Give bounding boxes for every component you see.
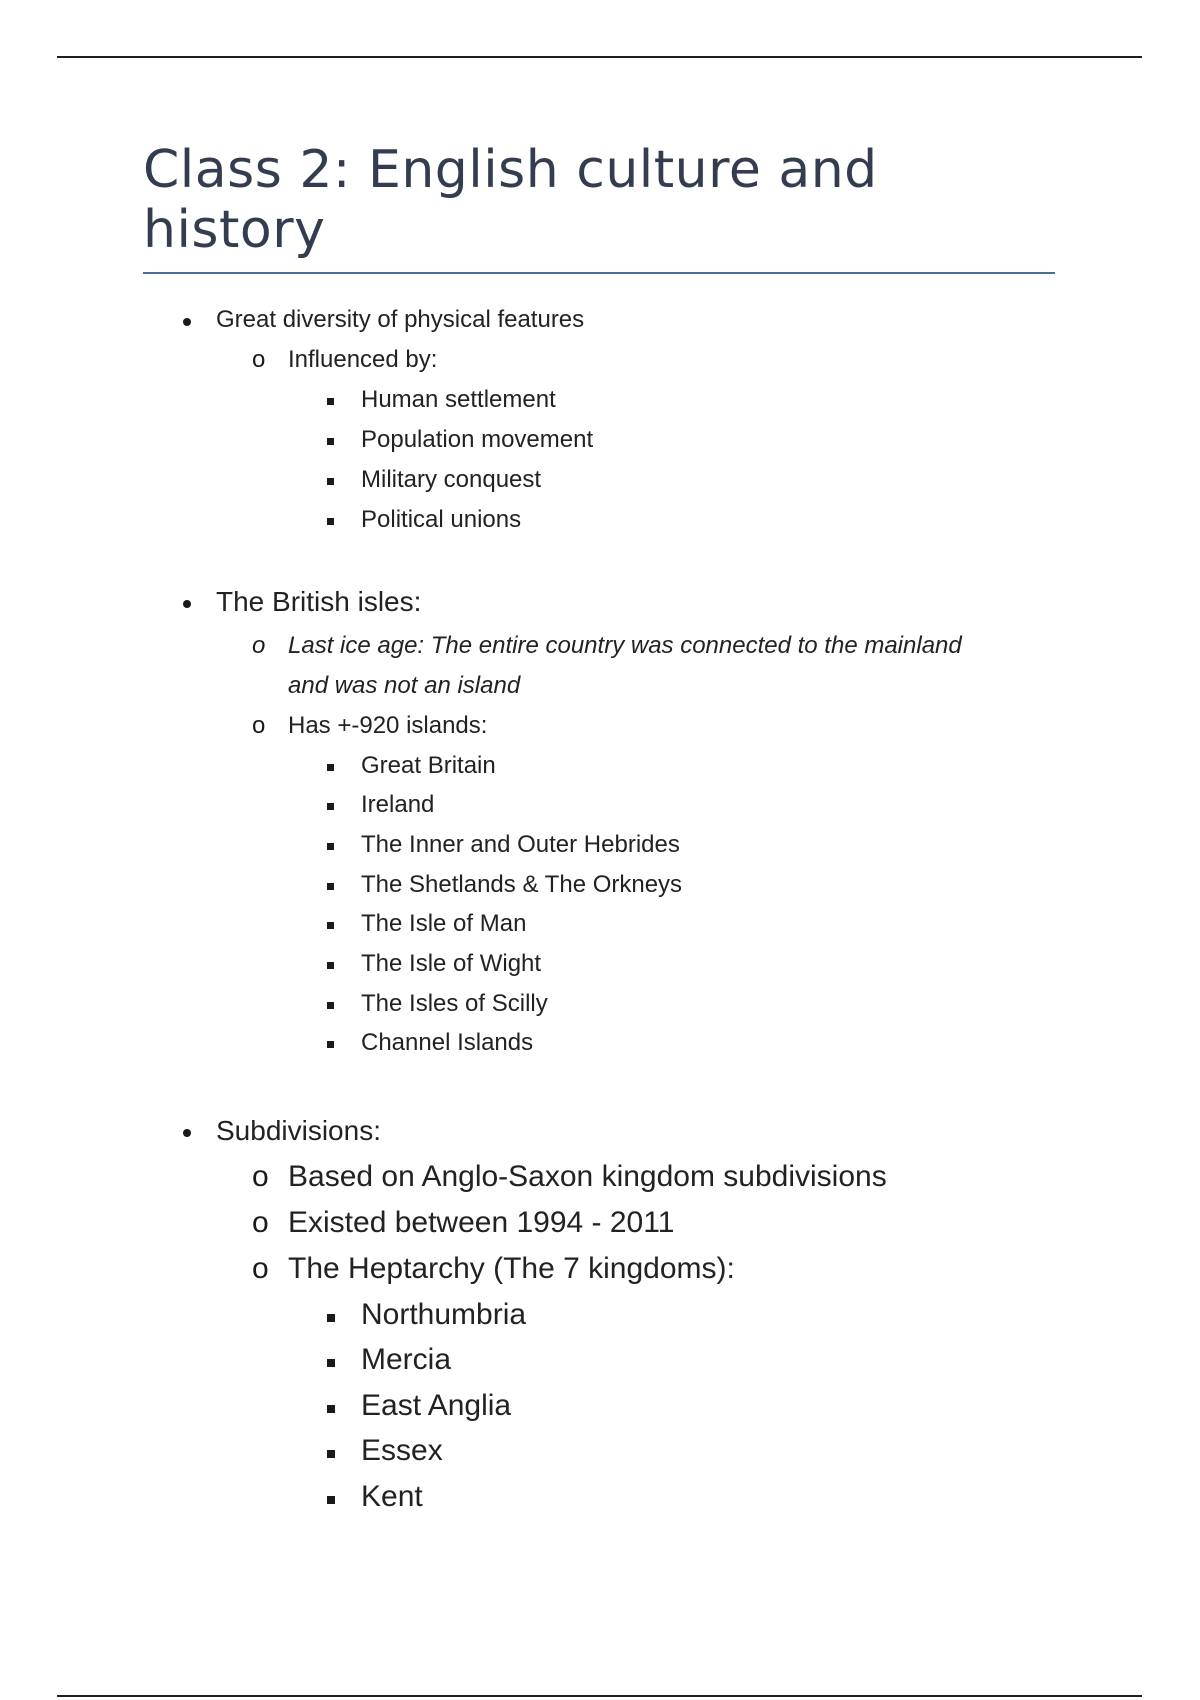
- sub-heptarchy: The Heptarchy (The 7 kingdoms):: [288, 1252, 735, 1285]
- square-bullet-icon: [327, 1359, 335, 1367]
- bullet-british-isles: The British isles:: [216, 586, 422, 617]
- circle-bullet-icon: o: [252, 632, 266, 659]
- square-bullet-icon: [327, 764, 334, 771]
- square-bullet-icon: [327, 1002, 334, 1009]
- list-item: The Isle of Wight: [361, 950, 542, 977]
- bullet-great-diversity: Great diversity of physical features: [216, 306, 585, 333]
- square-bullet-icon: [327, 1314, 335, 1322]
- header-rule: [57, 56, 1142, 58]
- list-item: Great Britain: [361, 752, 496, 779]
- list-item: Essex: [361, 1434, 443, 1467]
- square-bullet-icon: [327, 1496, 335, 1504]
- square-bullet-icon: [327, 803, 334, 810]
- square-bullet-icon: [327, 478, 334, 485]
- square-bullet-icon: [327, 518, 334, 525]
- square-bullet-icon: [327, 398, 334, 405]
- list-item: Kent: [361, 1480, 423, 1513]
- circle-bullet-icon: o: [252, 1206, 269, 1239]
- sub-anglo-saxon: Based on Anglo-Saxon kingdom subdivisions: [288, 1160, 887, 1193]
- list-item: Mercia: [361, 1343, 452, 1376]
- square-bullet-icon: [327, 1041, 334, 1048]
- square-bullet-icon: [327, 843, 334, 850]
- list-item: The Isle of Man: [361, 910, 527, 937]
- list-item: Political unions: [361, 506, 522, 533]
- footer-rule: [57, 1695, 1142, 1697]
- square-bullet-icon: [327, 1405, 335, 1413]
- page-title: Class 2: English culture and history: [143, 140, 878, 260]
- circle-bullet-icon: o: [252, 1252, 269, 1285]
- list-item: East Anglia: [361, 1389, 512, 1422]
- square-bullet-icon: [327, 883, 334, 890]
- sub-existed-between: Existed between 1994 - 2011: [288, 1206, 675, 1239]
- title-underline: [143, 272, 1055, 274]
- sub-influenced-by: Influenced by:: [288, 346, 438, 373]
- square-bullet-icon: [327, 1450, 335, 1458]
- square-bullet-icon: [327, 922, 334, 929]
- square-bullet-icon: [327, 962, 334, 969]
- list-item: The Shetlands & The Orkneys: [361, 871, 683, 898]
- bullet-icon: [183, 318, 191, 326]
- list-item: Channel Islands: [361, 1029, 534, 1056]
- bullet-icon: [183, 600, 191, 608]
- sub-last-ice-age-cont: and was not an island: [288, 672, 521, 699]
- list-item: Ireland: [361, 791, 435, 818]
- list-item: Population movement: [361, 426, 594, 453]
- bullet-icon: [183, 1129, 191, 1137]
- list-item: Military conquest: [361, 466, 542, 493]
- list-item: Northumbria: [361, 1298, 527, 1331]
- bullet-subdivisions: Subdivisions:: [216, 1115, 381, 1146]
- circle-bullet-icon: o: [252, 346, 266, 373]
- list-item: The Inner and Outer Hebrides: [361, 831, 680, 858]
- square-bullet-icon: [327, 438, 334, 445]
- sub-has-islands: Has +-920 islands:: [288, 712, 488, 739]
- list-item: Human settlement: [361, 386, 556, 413]
- circle-bullet-icon: o: [252, 1160, 269, 1193]
- circle-bullet-icon: o: [252, 712, 266, 739]
- sub-last-ice-age: Last ice age: The entire country was connected to the mainland: [288, 632, 962, 659]
- list-item: The Isles of Scilly: [361, 990, 548, 1017]
